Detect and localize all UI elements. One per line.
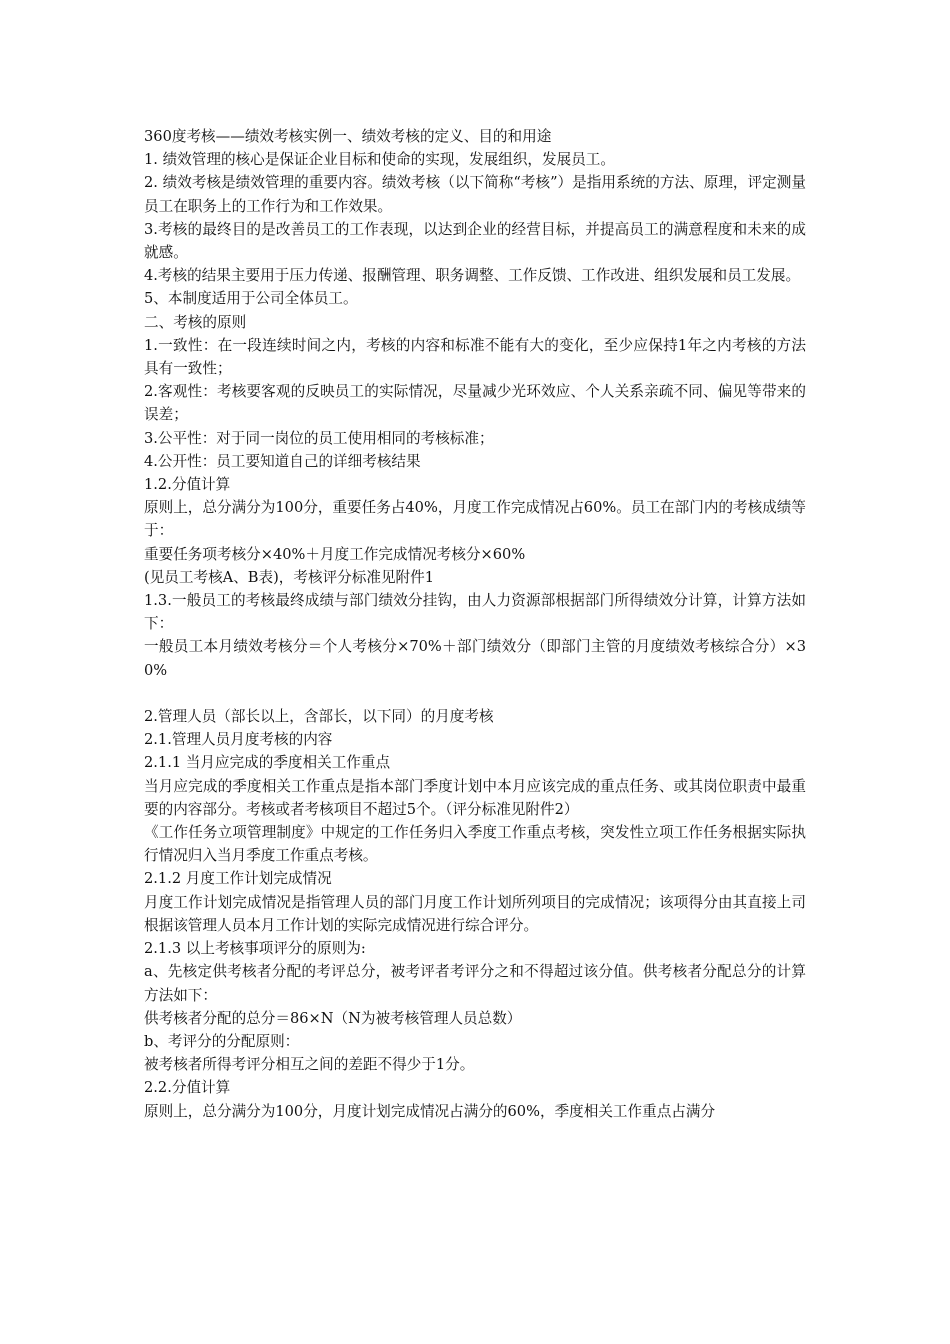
section-heading: 2.1.3 以上考核事项评分的原则为: [144, 940, 366, 958]
paragraph: 4.考核的结果主要用于压力传递、报酬管理、职务调整、工作反馈、工作改进、组织发展和员工发展。 [144, 267, 801, 285]
paragraph: 4.公开性：员工要知道自己的详细考核结果 [144, 452, 421, 470]
paragraph: 原则上，总分满分为100分，月度计划完成情况占满分的60%，季度相关工作重点占满分 [144, 1102, 716, 1120]
paragraph: 1.一致性：在一段连续时间之内，考核的内容和标准不能有大的变化，至少应保持1年之内考核的方法具有一致性； [144, 336, 806, 378]
section-heading: 2.1.管理人员月度考核的内容 [144, 731, 333, 749]
paragraph: a、先核定供考核者分配的考评总分，被考评者考评分之和不得超过该分值。供考核者分配总分的计算方法如下： [144, 963, 806, 1004]
paragraph: 3.公平性：对于同一岗位的员工使用相同的考核标准； [144, 429, 494, 447]
paragraph: (见员工考核A、B表)，考核评分标准见附件1 [144, 568, 435, 586]
paragraph: 《工作任务立项管理制度》中规定的工作任务归入季度工作重点考核，突发性立项工作任务根据实际执行情况归入当月季度工作重点考核。 [144, 824, 806, 865]
doc-title: 360度考核——绩效考核实例一、绩效考核的定义、目的和用途 [144, 128, 552, 145]
formula-line: 供考核者分配的总分＝86×N（N为被考核管理人员总数） [144, 1009, 522, 1027]
paragraph: 2. 绩效考核是绩效管理的重要内容。绩效考核（以下简称“考核”）是指用系统的方法、原理，评定测量员工在职务上的工作行为和工作效果。 [144, 174, 806, 215]
paragraph: 5、本制度适用于公司全体员工。 [144, 290, 358, 308]
section-heading: 2.管理人员（部长以上，含部长，以下同）的月度考核 [144, 708, 494, 726]
paragraph: b、考评分的分配原则： [144, 1032, 300, 1050]
paragraph: 1. 绩效管理的核心是保证企业目标和使命的实现，发展组织，发展员工。 [144, 151, 615, 169]
paragraph: 3.考核的最终目的是改善员工的工作表现，以达到企业的经营目标，并提高员工的满意程度和未来的成就感。 [144, 220, 806, 262]
section-heading: 1.2.分值计算 [144, 476, 231, 494]
paragraph: 2.客观性：考核要客观的反映员工的实际情况，尽量减少光环效应、个人关系亲疏不同、偏见等带来的误差； [144, 383, 806, 424]
document-body [144, 125, 806, 1123]
section-heading: 2.1.1 当月应完成的季度相关工作重点 [144, 754, 391, 772]
blank-line [144, 682, 806, 705]
paragraph: 1.3.一般员工的考核最终成绩与部门绩效分挂钩，由人力资源部根据部门所得绩效分计算，计算方法如下： [144, 592, 806, 633]
section-heading: 2.1.2 月度工作计划完成情况 [144, 870, 332, 888]
paragraph: 原则上，总分满分为100分，重要任务占40%，月度工作完成情况占60%。员工在部门内的考核成绩等于： [144, 499, 806, 540]
section-heading: 二、考核的原则 [144, 313, 247, 331]
paragraph: 月度工作计划完成情况是指管理人员的部门月度工作计划所列项目的完成情况；该项得分由其直接上司根据该管理人员本月工作计划的实际完成情况进行综合评分。 [144, 893, 806, 934]
section-heading: 2.2.分值计算 [144, 1079, 231, 1097]
formula-line: 一般员工本月绩效考核分＝个人考核分×70%＋部门绩效分（即部门主管的月度绩效考核综合分）×30% [144, 638, 806, 679]
formula-line: 重要任务项考核分×40%＋月度工作完成情况考核分×60% [144, 545, 526, 563]
paragraph: 被考核者所得考评分相互之间的差距不得少于1分。 [144, 1056, 475, 1074]
paragraph: 当月应完成的季度相关工作重点是指本部门季度计划中本月应该完成的重点任务、或其岗位职责中最重要的内容部分。考核或者考核项目不超过5个。（评分标准见附件2） [144, 777, 806, 818]
